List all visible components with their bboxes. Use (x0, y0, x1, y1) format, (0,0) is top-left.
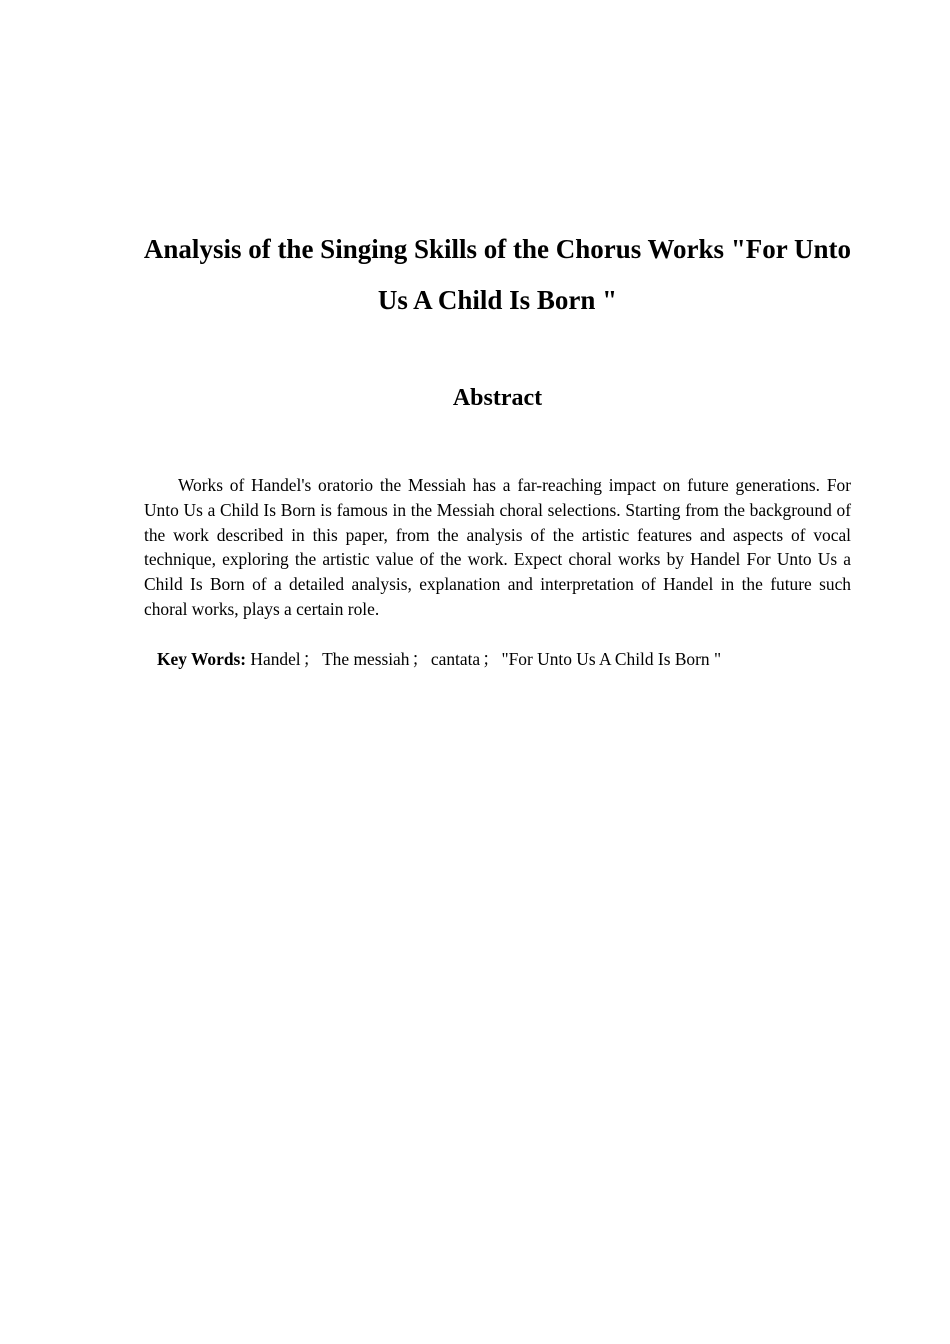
abstract-body: Works of Handel's oratorio the Messiah has a far-reaching impact on future generations. For Unto Us a Child Is Born is famous in the Messiah choral selections. Starting from the background of the work described in this paper, from the analysis of the artistic features and aspects of vocal technique, exploring the artistic value of the work. Expect choral works by Handel For Unto Us a Child Is Born of a detailed analysis, explanation and interpretation of Handel in the future such choral works, plays a certain role. (144, 475, 851, 619)
paper-title: Analysis of the Singing Skills of the Chorus Works "For Unto Us A Child Is Born " (143, 234, 852, 315)
keywords-line (157, 647, 857, 672)
keyword: cantata (430, 649, 481, 669)
abstract-heading: Abstract (452, 385, 543, 411)
keywords-label: Key Words: (157, 649, 247, 669)
keyword: "For Unto Us A Child Is Born " (501, 649, 722, 669)
keyword-separator: ； (482, 649, 500, 669)
keyword: The messiah (322, 649, 410, 669)
keyword: Handel (250, 649, 301, 669)
keyword-separator: ； (411, 649, 429, 669)
keyword-separator: ； (302, 649, 321, 669)
